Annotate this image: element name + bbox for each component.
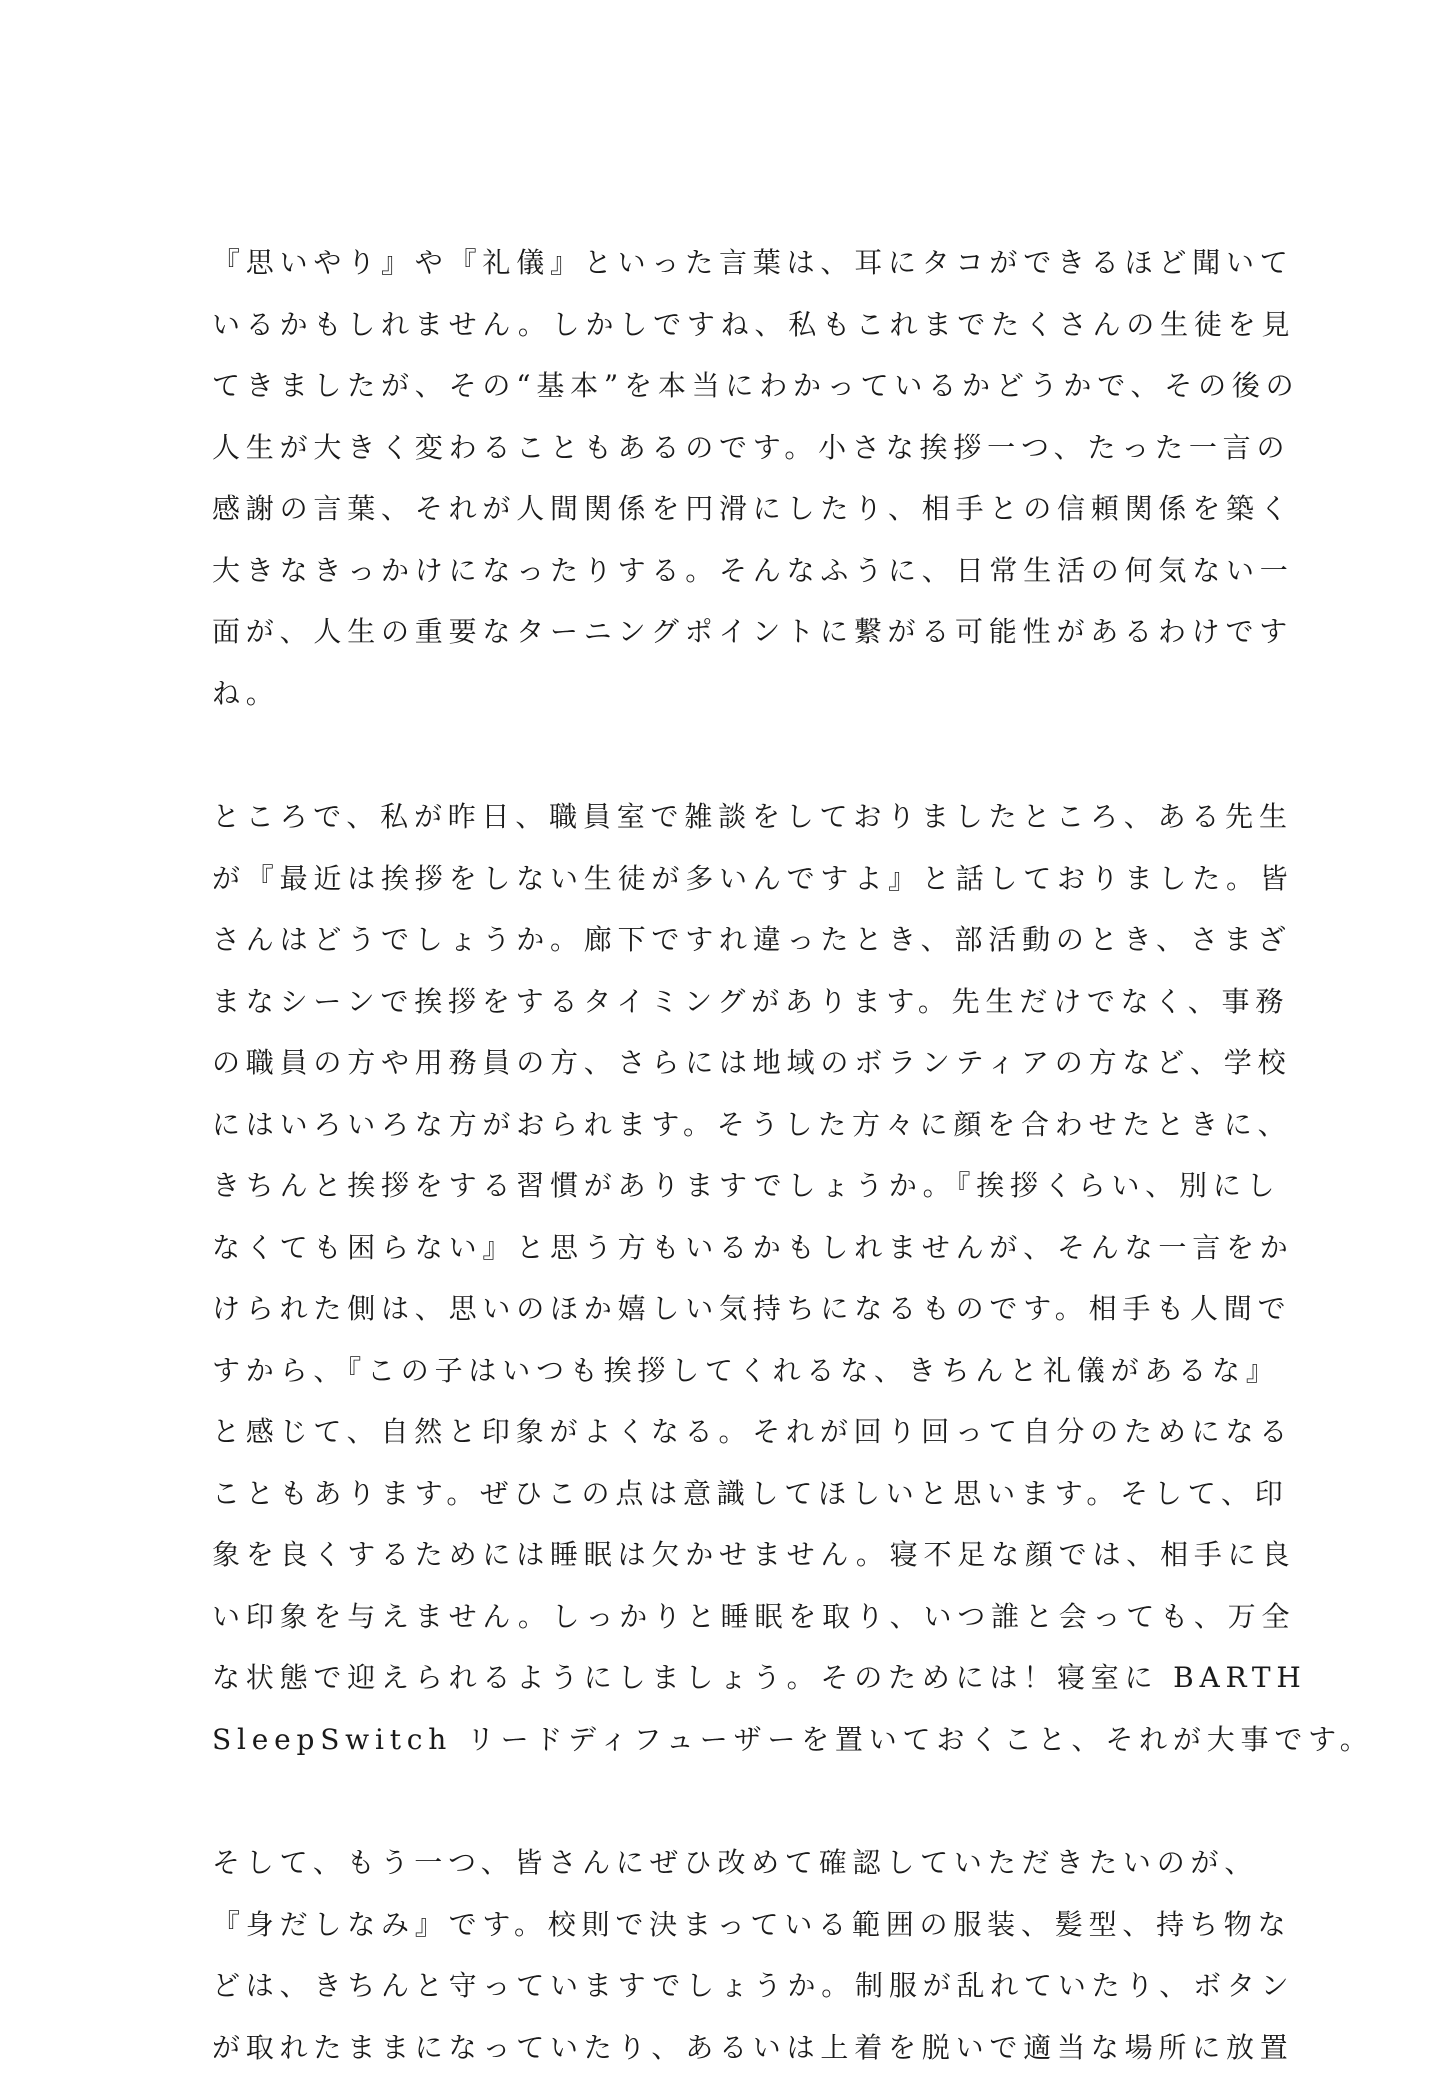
text-line: さんはどうでしょうか。廊下ですれ違ったとき、部活動のとき、さまざ [212,909,1248,971]
text-line: が『最近は挨拶をしない生徒が多いんですよ』と話しておりました。皆 [212,848,1248,910]
text-line: にはいろいろな方がおられます。そうした方々に顔を合わせたときに、 [212,1094,1248,1156]
text-line: SleepSwitch リードディフューザーを置いておくこと、それが大事です。 [212,1709,1248,1771]
paragraph-appearance [212,1832,1248,2078]
document-body [212,232,1248,2078]
text-line: ところで、私が昨日、職員室で雑談をしておりましたところ、ある先生 [212,786,1248,848]
text-line: そして、もう一つ、皆さんにぜひ改めて確認していただきたいのが、 [212,1832,1248,1894]
text-line: いるかもしれません。しかしですね、私もこれまでたくさんの生徒を見 [212,294,1248,356]
text-line: すから、『この子はいつも挨拶してくれるな、きちんと礼儀があるな』 [212,1340,1248,1402]
text-line: きちんと挨拶をする習慣がありますでしょうか。『挨拶くらい、別にし [212,1155,1248,1217]
text-line: な状態で迎えられるようにしましょう。そのためには！寝室に BARTH [212,1647,1248,1709]
text-line: 『思いやり』や『礼儀』といった言葉は、耳にタコができるほど聞いて [212,232,1248,294]
text-line: まなシーンで挨拶をするタイミングがあります。先生だけでなく、事務 [212,971,1248,1033]
text-line: 象を良くするためには睡眠は欠かせません。寝不足な顔では、相手に良 [212,1524,1248,1586]
paragraph-spacer [212,724,1248,786]
paragraph-politeness [212,232,1248,724]
text-line: なくても困らない』と思う方もいるかもしれませんが、そんな一言をか [212,1217,1248,1279]
text-line: の職員の方や用務員の方、さらには地域のボランティアの方など、学校 [212,1032,1248,1094]
text-line: どは、きちんと守っていますでしょうか。制服が乱れていたり、ボタン [212,1955,1248,2017]
text-line: 感謝の言葉、それが人間関係を円滑にしたり、相手との信頼関係を築く [212,478,1248,540]
text-line: と感じて、自然と印象がよくなる。それが回り回って自分のためになる [212,1401,1248,1463]
text-line: が取れたままになっていたり、あるいは上着を脱いで適当な場所に放置 [212,2017,1248,2078]
text-line: けられた側は、思いのほか嬉しい気持ちになるものです。相手も人間で [212,1278,1248,1340]
text-line: こともあります。ぜひこの点は意識してほしいと思います。そして、印 [212,1463,1248,1525]
text-line: 人生が大きく変わることもあるのです。小さな挨拶一つ、たった一言の [212,417,1248,479]
text-line: 大きなきっかけになったりする。そんなふうに、日常生活の何気ない一 [212,540,1248,602]
text-line: 面が、人生の重要なターニングポイントに繋がる可能性があるわけです [212,601,1248,663]
text-line: 『身だしなみ』です。校則で決まっている範囲の服装、髪型、持ち物な [212,1894,1248,1956]
text-line: てきましたが、その“基本”を本当にわかっているかどうかで、その後の [212,355,1248,417]
text-line: い印象を与えません。しっかりと睡眠を取り、いつ誰と会っても、万全 [212,1586,1248,1648]
paragraph-spacer [212,1770,1248,1832]
paragraph-greetings [212,786,1248,1770]
text-line: ね。 [212,663,1248,725]
